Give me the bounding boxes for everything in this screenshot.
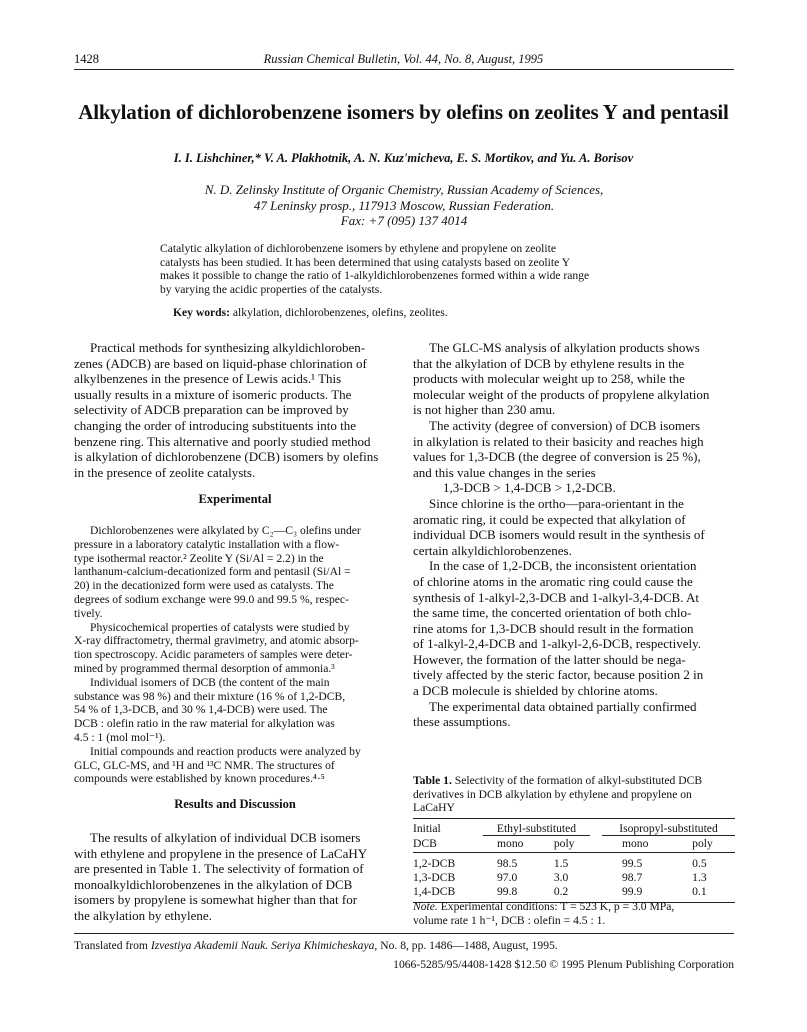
footer-text: No. 8, pp. 1486—1488, August, 1995. — [380, 939, 558, 952]
text-line: Selectivity of the formation of alkyl-substituted DCB — [454, 774, 703, 787]
table-cell: 99.8 — [483, 885, 544, 903]
text-line: 20) in the decationized form were used as catalysts. The — [74, 579, 334, 593]
text-line: molecular weight of the products of propylene alkylation — [413, 386, 710, 402]
text-line: Individual isomers of DCB (the content of the main — [90, 675, 330, 689]
abstract-line: makes it possible to change the ratio of 1-alkyldichlorobenzenes formed within a wide range — [160, 269, 590, 283]
text-line: lanthanum-calcium-decationized form and pentasil (Si/Al = — [74, 565, 351, 579]
abstract — [160, 242, 660, 296]
table-cell: 1.3 — [692, 871, 707, 884]
affiliation-line: Fax: +7 (095) 137 4014 — [340, 213, 468, 228]
keywords-label: Key words: — [173, 306, 230, 319]
table-header-cell: Initial — [413, 821, 441, 835]
table-cell: 0.1 — [678, 885, 735, 903]
table-header-cell: mono — [602, 836, 678, 853]
text-line: LaCaHY — [413, 801, 455, 815]
abstract-line: catalysts has been studied. It has been determined that using catalysts based on zeolite Y — [160, 255, 571, 269]
affiliation-line: N. D. Zelinsky Institute of Organic Chemistry, Russian Academy of Sciences, — [204, 182, 604, 197]
text-line: 4.5 : 1 (mol mol⁻¹). — [74, 730, 166, 744]
table-cell: 0.2 — [544, 885, 590, 903]
table-row — [413, 871, 735, 885]
abstract-line: Catalytic alkylation of dichlorobenzene isomers by ethylene and propylene on zeolite — [160, 242, 556, 255]
selectivity-table — [413, 821, 735, 903]
text-line: Physicochemical properties of catalysts were studied by — [90, 620, 350, 634]
text-line: X-ray diffractometry, thermal gravimetry, and atomic absorp- — [74, 634, 359, 648]
text-line: are presented in Table 1. The selectivity of formation of — [74, 861, 364, 877]
table-caption-label: Table 1. — [413, 774, 452, 787]
footer-text: Translated from — [74, 939, 148, 952]
text-line: zenes (ADCB) are based on liquid-phase chlorination of — [74, 355, 367, 371]
text-line: products with molecular weight up to 258, while the — [413, 371, 685, 387]
text-line: aromatic ring, it could be expected that alkylation of — [413, 511, 686, 527]
table-header-cell: DCB — [413, 836, 483, 853]
text-line: tion spectroscopy. Acidic parameters of samples were deter- — [74, 648, 353, 662]
table-header-cell: poly — [678, 836, 735, 853]
text-line: isomers by propylene is somewhat higher than that for — [74, 892, 358, 908]
abstract-line: by varying the acidic properties of the catalysts. — [160, 282, 383, 296]
text-line: DCB : olefin ratio in the raw material for alkylation was — [74, 717, 335, 731]
text-line: is alkylation of dichlorobenzene (DCB) isomers by olefins — [74, 449, 379, 465]
text-line: a DCB molecule is shielded by chlorine atoms. — [413, 683, 658, 699]
text-line: Dichlorobenzenes were alkylated by C₂—C₃ olefins under — [90, 524, 361, 537]
table-cell: 98.7 — [621, 871, 643, 884]
authors: I. I. Lishchiner,* V. A. Plakhotnik, A. N. Kuz'micheva, E. S. Mortikov, and Yu. A. Borisov — [173, 151, 634, 165]
text-line: selectivity of ADCB preparation can be improved by — [74, 402, 349, 418]
text-line: that the alkylation of DCB by ethylene results in the — [413, 355, 685, 371]
text-line: the same time, the concerted orientation of both chlo- — [413, 605, 692, 621]
footer-source: Izvestiya Akademii Nauk. Seriya Khimicheskaya, — [150, 939, 378, 952]
table-cell: 3.0 — [553, 871, 569, 884]
right-column-text — [413, 340, 735, 730]
text-line: degrees of sodium exchange were 99.0 and 99.5 %, respec- — [74, 592, 349, 606]
table-cell: 0.5 — [692, 857, 707, 870]
table-header-row — [413, 821, 735, 836]
translation-note — [74, 939, 558, 952]
table-note — [413, 900, 735, 927]
text-line: alkylbenzenes in the presence of Lewis acids.¹ This — [74, 371, 342, 387]
table-header-cell: Isopropyl-substituted — [602, 821, 735, 836]
text-line: synthesis of 1-alkyl-2,3-DCB and 1-alkyl-3,4-DCB. At — [413, 589, 699, 605]
text-line: The results of alkylation of individual DCB isomers — [90, 830, 361, 845]
text-line: in the presence of zeolite catalysts. — [74, 464, 256, 480]
table-note-label: Note. — [413, 900, 438, 913]
text-line: monoalkyldichlorobenzenes in the alkylation of DCB — [74, 876, 353, 892]
table-cell: 1,3-DCB — [413, 871, 456, 884]
series-formula: 1,3-DCB > 1,4-DCB > 1,2-DCB. — [443, 480, 616, 496]
text-line: in alkylation is related to their basicity and reaches high — [413, 433, 704, 449]
text-line: tively affected by the steric factor, because position 2 in — [413, 667, 704, 683]
article-title: Alkylation of dichlorobenzene isomers by olefins on zeolites Y and pentasil — [78, 100, 729, 124]
text-line: changing the order of introducing substituents into the — [74, 417, 356, 433]
text-line: is not higher than 230 amu. — [413, 402, 556, 418]
table-top-rule — [413, 818, 735, 819]
table-cell: 1.5 — [553, 857, 569, 870]
text-line: individual DCB isomers would result in the synthesis of — [413, 527, 705, 543]
text-line: mined by programmed thermal desorption of ammonia.³ — [74, 661, 335, 675]
text-line: with ethylene and propylene in the presence of LaCaHY — [74, 845, 368, 861]
journal-header: Russian Chemical Bulletin, Vol. 44, No. 8, August, 1995 — [263, 52, 544, 66]
text-line: substance was 98 %) and their mixture (16 % of 1,2-DCB, — [74, 689, 346, 703]
keywords — [173, 306, 448, 319]
table-header-cell: mono — [483, 836, 544, 853]
results-paragraph — [74, 830, 396, 924]
experimental-heading: Experimental — [198, 492, 272, 506]
footer-rule — [74, 933, 734, 934]
text-line: 54 % of 1,3-DCB, and 30 % 1,4-DCB) were used. The — [74, 703, 328, 717]
table-cell: 98.5 — [497, 857, 518, 870]
page-number: 1428 — [74, 52, 99, 66]
text-line: derivatives in DCB alkylation by ethylene and propylene on — [413, 787, 692, 801]
text-line: pressure in a laboratory catalytic installation with a flow- — [74, 537, 340, 551]
results-heading: Results and Discussion — [174, 797, 296, 811]
table-cell: 97.0 — [497, 871, 518, 884]
text-line: benzene ring. This alternative and poorly studied method — [74, 433, 371, 449]
text-line: and this value changes in the series — [413, 464, 596, 480]
table-header-row — [413, 836, 735, 853]
text-line: certain alkyldichlorobenzenes. — [413, 542, 572, 558]
header-rule — [74, 69, 734, 70]
table-header-cell: Ethyl-substituted — [483, 821, 590, 836]
text-line: compounds were established by known procedures.⁴·⁵ — [74, 772, 325, 786]
text-line: the alkylation by ethylene. — [74, 907, 212, 923]
copyright-line: 1066-5285/95/4408-1428 $12.50 © 1995 Plenum Publishing Corporation — [393, 958, 734, 971]
text-line: tively. — [74, 606, 103, 620]
text-line: of chlorine atoms in the aromatic ring could cause the — [413, 573, 693, 589]
table-header-cell: poly — [544, 836, 590, 853]
text-line: Practical methods for synthesizing alkyldichloroben- — [90, 340, 366, 355]
text-line: type isothermal reactor.² Zeolite Y (Si/Al = 2.2) in the — [74, 551, 324, 565]
text-line: Since chlorine is the ortho—para-orientant in the — [429, 495, 684, 511]
text-line: However, the formation of the latter should be nega- — [413, 651, 686, 667]
text-line: In the case of 1,2-DCB, the inconsistent orientation — [429, 558, 697, 574]
table-caption — [413, 774, 735, 815]
text-line: The experimental data obtained partially confirmed — [429, 698, 697, 714]
table-cell: 1,2-DCB — [413, 857, 456, 870]
affiliation — [74, 182, 734, 229]
text-line: values for 1,3-DCB (the degree of conversion is 25 %), — [413, 449, 701, 465]
text-line: Initial compounds and reaction products were analyzed by — [90, 744, 361, 758]
text-line: usually results in a mixture of isomeric products. The — [74, 386, 352, 402]
table-row — [413, 852, 735, 871]
text-line: these assumptions. — [413, 714, 511, 730]
text-line: The GLC-MS analysis of alkylation products shows — [429, 340, 700, 355]
experimental-section — [74, 524, 396, 786]
table-cell: 99.9 — [602, 885, 678, 903]
table-cell: 99.5 — [621, 857, 643, 870]
text-line: rine atoms for 1,3-DCB should result in the formation — [413, 620, 694, 636]
intro-paragraph — [74, 340, 396, 480]
keywords-text: alkylation, dichlorobenzenes, olefins, zeolites. — [232, 306, 448, 319]
text-line: The activity (degree of conversion) of DCB isomers — [429, 417, 701, 433]
table-cell: 1,4-DCB — [413, 885, 483, 903]
text-line: Experimental conditions: T = 523 K, p = 3.0 MPa, — [440, 900, 675, 913]
text-line: of 1-alkyl-2,4-DCB and 1-alkyl-2,6-DCB, respectively. — [413, 636, 701, 652]
text-line: volume rate 1 h⁻¹, DCB : olefin = 4.5 : 1. — [413, 913, 606, 927]
text-line: GLC, GLC-MS, and ¹H and ¹³C NMR. The structures of — [74, 758, 335, 772]
affiliation-line: 47 Leninsky prosp., 117913 Moscow, Russian Federation. — [253, 197, 555, 213]
